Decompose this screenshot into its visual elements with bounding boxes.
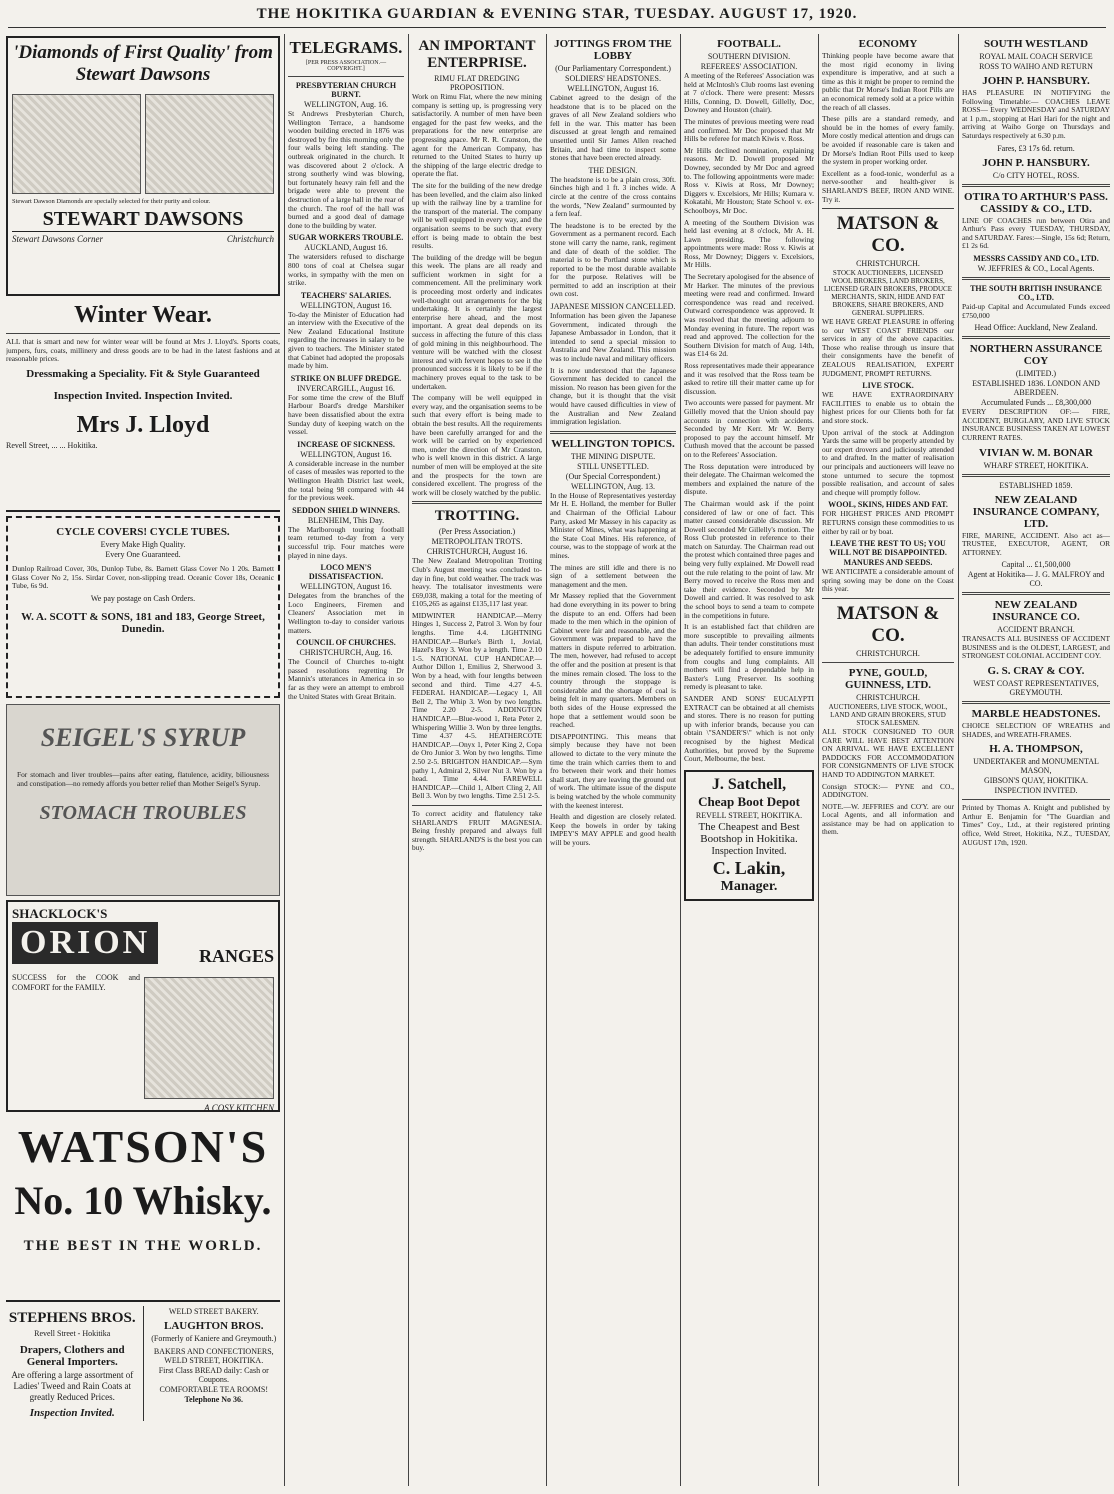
ad-subtitle: ROYAL MAIL COACH SERVICE [979,52,1093,61]
article-body: The Ross deputation were introduced by their delegate. The Chairman welcomed the members and explained the nature of the dispute. [684,461,814,497]
ad-title: NEW ZEALAND INSURANCE CO. [992,599,1080,624]
ad-text: ALL that is smart and new for winter wear will be found at Mrs J. Lloyd's. Sports coats, jumpers, furs, coats, millinery and dress goods are to be had in the latest fashions and at reasonable prices. [6,337,280,364]
ad-text: FIRE, MARINE, ACCIDENT. Also act as— TRUSTEE, EXECUTOR, AGENT, OR ATTORNEY. [962,530,1110,557]
ad-stephens-bros [6,1306,144,1421]
ad-manager: Manager. [720,878,778,894]
ad-title: CYCLE COVERS! CYCLE TUBES. [56,526,230,538]
article-subtitle: SOUTHERN DIVISION. [707,52,791,61]
column-rule [546,34,547,1486]
ad-line: AUCTIONEERS, LIVE STOCK, WOOL, LAND AND GRAIN BROKERS, STUD STOCK SALESMEN. [828,702,948,727]
section-credit: [PER PRESS ASSOCIATION.—COPYRIGHT.] [305,60,387,72]
ad-corner: Stewart Dawsons Corner [12,234,104,244]
ad-line: BAKERS AND CONFECTIONERS, WELD STREET, HOKITIKA. [153,1347,274,1365]
ad-ranges: RANGES [198,946,274,966]
ad-laughton-bros [148,1306,281,1421]
article-body: A meeting of the Southern Division was held last evening at 8 o'clock, Mr A. H. Lawn presiding. The following appointments were made: Ross v. Kiwis at Ross, Mr Downey; Diggers v. Excelsiors, Mr Hills. [684,217,814,270]
telegram-dateline: INVERCARGILL, August 16. [297,383,395,393]
telegram-body: The Council of Churches to-night passed resolutions regretting Dr Mannix's utterances in America in so far as they were an attempt to embroil the United States with Great Britain. [288,657,404,701]
ad-sub: (Formerly of Kaniere and Greymouth.) [151,1334,277,1343]
ad-title: MATSON & CO. [836,602,940,646]
article-body: The site for the building of the new dredge has been levelled, and the claim also linked up with the railway line by a tramline for the transport of the material. The company will be well equipped in every way, and the organisation seems to be such that every effort is being made to obtain the best results. [412,180,542,251]
ad-line: Agent at Hokitika— J. G. MALFROY and CO. [967,570,1105,589]
ad-title: SOUTH WESTLAND [983,38,1089,50]
masthead-title: THE HOKITIKA GUARDIAN & EVENING STAR, TUESDAY. AUGUST 17, 1920. [256,6,858,22]
ad-title: NEW ZEALAND INSURANCE COMPANY, LTD. [972,493,1100,530]
ad-satchell [684,770,814,901]
ad-mrs-lloyd [6,302,280,512]
telegram-body: The watersiders refused to discharge 800 tons of coal at Chelsea sugar works, in sympathy with the men on strike. [288,252,404,288]
article-subtitle: THE DESIGN. [588,165,638,175]
ad-firm: W. A. SCOTT & SONS, 181 and 183, George Street, Dunedin. [21,610,265,635]
ad-text: Excellent as a food-tonic, wonderful as a nerve-soother and health-giver is SHARLAND'S BEEF, IRON AND WINE. Try it. [822,168,954,204]
telegram-headline: COUNCIL OF CHURCHES. [296,638,396,648]
ad-line: ESTABLISHED 1859. [999,480,1073,490]
article-subtitle: METROPOLITAN TROTS. [431,537,523,547]
column-lobby: JOTTINGS FROM THE LOBBY (Our Parliamentary Correspondent.) SOLDIERS' HEADSTONES. WELLINGTON, August 16. Cabinet agreed to the design of the headstone that is to be placed on the graves of all New Zealand soldiers who fell in the war. This matter has been discussed at great length and remained unsettled until Sir James Allen reached Britain, and had time to inspect some stones that have been erected already. THE DESIGN. The headstone is to be a plain cross, 30ft. 6inches high and 1 ft. 3 inches wide. A circle at the centre of the cross contains the words, "New Zealand" surmounted by a fern leaf. The headstone is to be erected by the Government as a permanent record. Each stone will carry the name, rank, regiment and date of death of the soldier. The material is to be Portland stone which is reported to be the most durable available for the purpose. Relatives will be permitted to add an inscription at their own cost. JAPANESE MISSION CANCELLED. Information has been given the Japanese Government, indicated through the Japanese Ambassador in London, that it intended to send a special mission to Australia and New Zealand. This mission was to include naval and military officers. It is now understood that the Japanese Government has decided to cancel the mission. No reason has been given for the change, but it is thought that the visit would have caused difficulties in view of the Australian and New Zealand immigration legislation. WELLINGTON TOPICS. THE MINING DISPUTE. STILL UNSETTLED. (Our Special Correspondent.) WELLINGTON, Aug. 13. In the House of Representatives yesterday Mr H. E. Holland, the member for Buller and Chairman of the Official Labour Party, asked Mr Massey in his capacity as Minister of Mines, what was happening at the State Coal Mines. His reference, of course, was to the stoppage of work at the mines. The mines are still idle and there is no sign of a settlement between the management and the men. Mr Massey replied that the Government had done everything in its power to bring the dispute to an end. Offers had been made to the men which in the opinion of Cabinet were fair and reasonable, and the Government was prepared to have the matters in dispute referred to arbitration. The men, however, had refused to accept the offer and the position at present is that the mines remain closed. The loss to the country through the stoppage is considerable and the shortage of coal is being felt in many quarters. Members on both sides of the House expressed the hope that a settlement would soon be reached. DISAPPOINTING. This means that simply because they have not been allowed to dictate to the very minute the time the train which carries them to and fro between their work and their homes shall start, they are leaving the ground out of work. The ultimate issue of the dispute is being watched by the whole community with the keenest interest. Health and digestion are closely related. Keep the bowels in order by taking IMPEY'S MAY APPLE and good health will be yours. [550,38,676,847]
article-body: The mines are still idle and there is no sign of a settlement between the management and the men. [550,562,676,589]
ad-invite: Inspection Invited. [29,1407,115,1419]
ad-title: SEIGEL'S SYRUP [40,723,246,752]
ad-text: To correct acidity and flatulency take SHARLAND'S FRUIT MAGNESIA. Being freshly prepared and always full strength. SHARLAND'S is the best you can buy. [412,808,542,853]
telegram-headline: INCREASE OF SICKNESS. [297,439,395,449]
ad-line: Drapers, Clothers and General Importers. [19,1344,125,1368]
ad-title: OTIRA TO ARTHUR'S PASS. CASSIDY & CO., LTD. [964,190,1108,215]
ad-sub: ACCIDENT BRANCH. [997,625,1075,635]
ad-sub: (LIMITED.) [1015,369,1057,379]
ad-text: For stomach and liver troubles—pains after eating, flatulence, acidity, biliousness and constipation—no remedy affords you better relief than Mother Seigel's Syrup. [17,770,269,788]
article-body: Information has been given the Japanese Government, indicated through the Japanese Ambassador in London, that it intended to send a special mission to Australia and New Zealand. This mission was to include naval and military officers. [550,311,676,364]
column-rule [284,34,285,1486]
ad-name: Mrs J. Lloyd [76,411,210,438]
ad-heading: WOOL, SKINS, HIDES AND FAT. [828,500,948,510]
ad-line: Every One Guaranteed. [105,550,181,559]
ad-line: UNDERTAKER and MONUMENTAL MASON, [973,757,1099,776]
column-insurance [962,34,1110,1486]
masthead-rule [8,27,1106,28]
telegram-body: For some time the crew of the Bluff Harbour Board's dredge Marshiker have been dissatisfied about the extra Sunday duty of keeping watch on the vessel. [288,392,404,437]
ad-line: Dressmaking a Speciality. Fit & Style Guaranteed [26,367,260,380]
telegram-headline: SEDDON SHIELD WINNERS. [292,505,400,515]
ad-text: EVERY DESCRIPTION OF:— FIRE, ACCIDENT, BURGLARY, AND LIVE STOCK INSURANCE BUSINESS TAKEN AT LOWEST CURRENT RATES. [962,407,1110,442]
ad-line: Accumulated Funds ... £8,300,000 [980,398,1092,408]
divider [6,333,280,334]
ad-brand: SHACKLOCK'S [12,906,108,921]
article-subtitle: STILL UNSETTLED. [577,461,649,471]
article-credit: (Per Press Association.) [438,527,516,537]
ad-line: Inspection Invited. Inspection Invited. [53,389,233,402]
column-advertisements-left [6,34,280,1486]
article-body: Work on Rimu Flat, where the new mining company is setting up, is progressing very satisfactorily. A number of men have been engaged for the past few weeks, and the preparations for the new enterprise are progressing apace. Mr R. R. Cranston, the agent for the American Company, has returned to the United States to hurry up the shipping of the large electric dredge to operate the flat. [412,92,542,179]
ad-line: Fares, £3 17s 6d. return. [997,143,1075,153]
ad-text: FOR HIGHEST PRICES AND PROMPT RETURNS consign these commodities to us either by rail or by boat. [822,509,954,536]
ad-line: First Class BREAD daily: Cash or Coupons. [158,1366,269,1384]
ad-city: Christchurch [226,234,274,244]
ad-line: INSPECTION INVITED. [994,786,1078,796]
ad-text: NOTE.—W. JEFFRIES and CO'Y. are our Local Agents, and all information and assistance may be had on application to them. [822,801,954,837]
ad-line: Capital ... £1,500,000 [1001,560,1071,570]
article-credit: (Our Special Correspondent.) [565,471,661,481]
article-title: AN IMPORTANT ENTERPRISE. [418,38,536,71]
ad-title: Cheap Boot Depot [698,793,800,809]
ad-scott-sons: CYCLE COVERS! CYCLE TUBES. Every Make High Quality. Every One Guaranteed. Dunlop Railroad Cover, 30s, Dunlop Tube, 8s. Barnett Glass Cover No 1 20s. Barnett Glass Cover No 2, 15s. Sirdar Cover, non-slipping tread. Oceanic Cover 18s, Oceanic Tube, 6s 9d. We pay postage on Cash Orders. W. A. SCOTT & SONS, 181 and 183, George Street, Dunedin. [6,516,280,698]
ad-line: W. JEFFRIES & CO., Local Agents. [977,263,1095,273]
article-subtitle: REFEREES' ASSOCIATION. [700,62,798,71]
ad-line: The Cheapest and Best Bootshop in Hokitika. [698,820,800,845]
telegram-dateline: WELLINGTON, Aug. 16. [303,100,389,109]
ad-manager-name: C. Lakin, [712,857,786,878]
telegram-dateline: BLENHEIM, This Day. [307,515,385,525]
article-title: FOOTBALL. [717,38,781,50]
ad-product: No. 10 Whisky. [14,1178,272,1223]
ad-name: JOHN P. HANSBURY. [982,75,1090,87]
kitchen-range-image [144,977,274,1099]
telegram-body: To-day the Minister of Education had an interview with the Executive of the New Zealand Educational Institute regarding the increases in salary to be given to teachers. The Minister stated that Cabinet had adopted the proposals made by him. [288,309,404,371]
article-credit: (Our Parliamentary Correspondent.) [555,64,671,73]
telegram-headline: PRESBYTERIAN CHURCH BURNT. [295,81,397,99]
column-rule [958,34,959,1486]
ad-text: Paid-up Capital and Accumulated Funds exceed £750,000 [962,301,1110,320]
ad-text: ALL STOCK CONSIGNED TO OUR CARE WILL HAVE BEST ATTENTION ON ARRIVAL. WE HAVE EXCELLENT PADDOCKS FOR ACCOMMODATION FOR CONSIGNMENTS OF LIVE STOCK HAND TO ADDINGTON MARKET. [822,726,954,779]
ad-title: THE SOUTH BRITISH INSURANCE CO., LTD. [970,283,1102,302]
ad-seigels-syrup [6,704,280,896]
telegram-list [288,81,404,701]
column-rule [680,34,681,1486]
ad-name: VIVIAN W. M. BONAR [979,446,1093,459]
telegram-body: The Marlborough touring football team returned to-day from a very successful trip. Four matches were played in nine days. [288,524,404,560]
article-body: The headstone is to be a plain cross, 30ft. 6inches high and 1 ft. 3 inches wide. A circle at the centre of the cross contains the words, "New Zealand" surmounted by a fern leaf. [550,174,676,219]
telegram-item [288,506,404,560]
ad-name: LAUGHTON BROS. [164,1320,264,1332]
ad-address: Revell Street - Hokitika [34,1329,111,1338]
ad-note: Stewart Dawson Diamonds are specially selected for their purity and colour. [12,198,211,205]
article-dateline: WELLINGTON, Aug. 13. [570,481,656,491]
ad-text: TRANSACTS ALL BUSINESS OF ACCIDENT BUSINESS and is the OLDEST, LARGEST, and STRONGEST COLONIAL ACCIDENT COY. [962,634,1110,661]
ad-city: CHRISTCHURCH. [856,259,920,269]
ad-name: J. Satchell, [711,775,787,793]
telegram-item [288,374,404,437]
ad-watsons [6,1120,280,1302]
article-body: Ross representatives made their appearance and it was resolved that the Ross team be asked to retire till their matter came up for discussion. [684,361,814,396]
ad-name: ORION [12,922,158,964]
ad-firm: STEWART DAWSONS [42,208,244,230]
column-enterprise: AN IMPORTANT ENTERPRISE. RIMU FLAT DREDGING PROPOSITION. Work on Rimu Flat, where the new mining company is setting up, is progressing very satisfactorily. A number of men have been engaged for the past few weeks, and the preparations for the new enterprise are progressing apace. Mr R. R. Cranston, the agent for the American Company, has returned to the United States to hurry up the shipping of the large electric dredge to operate the flat. The site for the building of the new dredge has been levelled, and the claim also linked up with the railway line by a tramline for the transport of the material. The company will be well equipped in every way, and the organisation seems to be such that every effort is being made to obtain the best results. The building of the dredge will be begun this week. The plans are all ready and sufficient workmen in sight for a commencement. All the preliminary work is proceeding most orderly and indicates well-thought out arrangements for the big undertaking. It is certainly the largest enterprise here ahead, and the most important. A great deal depends on its success in affecting the future of this class of gold mining in this neighbourhood. The venture will be watched with the closest interest and with fervent hopes to see it the pronounced success it is likely to be if the machinery proves equal to the task to be undertaken. The company will be well equipped in every way, and the organisation seems to be such that every effort is being made to obtain the best results. All the requirements have been carefully arranged for and the work will be carried on by experienced men, under the direction of Mr Cranston, who is well known in this district. A large number of men will be employed at the site and the prospects for the town are considered excellent. The progress of the work will be closely watched by the public. TROTTING. (Per Press Association.) METROPOLITAN TROTS. CHRISTCHURCH, August 16. The New Zealand Metropolitan Trotting Club's August meeting was concluded to-day in fine, but cold weather. The track was heavy. The totalisator investments were £69,038, making a total for the meeting of £105,265 as against £135,117 last year. MIDWINTER HANDICAP.—Merry Hinges 1, Success 2, Patrol 3. Won by four lengths. Time 4.4. LIGHTNING HANDICAP.—Burke's Birth 1, Jovial, Hazel's Boy 3. Won by a length. Time 2.10 1-5. NATIONAL CUP HANDICAP.—Author Dillon 1, Emilius 2, Sherwood 3. Won by a head, with four lengths between second and third. Time 4.27 4-5. FEDERAL HANDICAP.—Legacy 1, All Bell 2, The Whip 3. Won by two lengths. Time 2.20 2-5. ADDINGTON HANDICAP.—Blue-wood 1, Reta Peter 2, Whispering Willie 3. Won by three lengths. Time 4.37 4-5. HEATHERCOTE HANDICAP.—Onyx 1, Peter King 2, Copa de Oro Junior 3. Won by two lengths. Time 2.50 2-5. BRIGHTON HANDICAP.—Sym pathy 1, Admiral 2, Silver Nut 3. Won by a head. Time 4.44. FAREWELL HANDICAP.—Child 1, Albert Cling 2, All Bell 3. Won by two lengths. Time 2.51 2-5. To correct acidity and flatulency take SHARLAND'S FRUIT MAGNESIA. Being freshly prepared and always full strength. SHARLAND'S is the best you can buy. [412,38,542,853]
article-body: In the House of Representatives yesterday Mr H. E. Holland, the member for Buller and Chairman of the Official Labour Party, asked Mr Massey in his capacity as Minister of Mines, what was happening at the State Coal Mines. His reference, of course, was to the stoppage of work at the mines. [550,490,676,560]
ad-address: WHARF STREET, HOKITIKA. [983,460,1089,470]
telegram-item [288,81,404,230]
diamond-rings-image [12,94,141,194]
telegram-item [288,563,404,635]
ad-title: STEPHENS BROS. [8,1310,136,1326]
article-body: Cabinet agreed to the design of the headstone that is to be placed on the graves of all New Zealand soldiers who fell in the war. This matter has been discussed at great length and remained unsettled until Sir James Allen reached Britain, and had time to inspect some stones that have been erected already. [550,93,676,163]
article-subtitle: RIMU FLAT DREDGING PROPOSITION. [434,74,520,92]
article-dateline: WELLINGTON, August 16. [567,84,659,93]
ad-title: WELD STREET BAKERY. [168,1307,259,1316]
telegram-dateline: WELLINGTON, August 16. [300,449,392,459]
telegram-headline: LOCO MEN'S DISSATISFACTION. [308,563,384,582]
ad-tagline: SUCCESS for the COOK and COMFORT for the FAMILY. [12,973,140,992]
ad-title: NORTHERN ASSURANCE COY [969,343,1103,368]
column-stock-agents: ECONOMY Thinking people have become aware that the most rigid economy in living expenditure is imperative, and at such a time as this it might be proper to remind the public that Dr Morse's Indian Root Pills are an economical remedy sold at a price within the reach of all classes. These pills are a standard remedy, and should be in the homes of every family. More costly medical attention and drugs can be avoided if reasonable care is taken and Dr Morse's Indian Root Pills used to keep the system in proper working order. Excellent as a food-tonic, wonderful as a nerve-soother and health-giver is SHARLAND'S BEEF, IRON AND WINE. Try it. MATSON & CO. CHRISTCHURCH. STOCK AUCTIONEERS, LICENSED WOOL BROKERS, LAND BROKERS, LICENSED GRAIN BROKERS, PRODUCE MERCHANTS, SKIN, HIDE AND FAT BROKERS, SHARE BROKERS, AND GENERAL SUPPLIERS. WE HAVE GREAT PLEASURE in offering to our WEST COAST FRIENDS our services in any of the above capacities. Those who realise through us insure that their consignments have the benefit of ZEALOUS REALISATION, EXPERT JUDGMENT, PROMPT RETURNS. LIVE STOCK. WE HAVE EXTRAORDINARY FACILITIES to enable us to obtain the highest prices for our Clients both for fat and store stock. Upon arrival of the stock at Addington Yards the same will be properly attended by our expert drovers and judiciously attended to and drafted. In the matter of realisation our principals and auctioneers will leave no stone unturned to secure the topmost possible realisation, and account of sales and cheque will promptly follow. WOOL, SKINS, HIDES AND FAT. FOR HIGHEST PRICES AND PROMPT RETURNS consign these commodities to us either by rail or by boat. LEAVE THE REST TO US; YOU WILL NOT BE DISAPPOINTED. MANURES AND SEEDS. WE ANTICIPATE a considerable amount of spring sowing may be done on the Coast this year. MATSON & CO. CHRISTCHURCH. PYNE, GOULD, GUINNESS, LTD. CHRISTCHURCH. AUCTIONEERS, LIVE STOCK, WOOL, LAND AND GRAIN BROKERS, STUD STOCK SALESMEN. ALL STOCK CONSIGNED TO OUR CARE WILL HAVE BEST ATTENTION ON ARRIVAL. WE HAVE EXCELLENT PADDOCKS FOR ACCOMMODATION FOR CONSIGNMENTS OF LIVE STOCK HAND TO ADDINGTON MARKET. Consign STOCK:— PYNE and CO., ADDINGTON. NOTE.—W. JEFFRIES and CO'Y. are our Local Agents, and all information and assistance may be had on application to them. [822,38,954,837]
ad-text: CHOICE SELECTION OF WREATHS and SHADES, and WREATH-FRAMES. [962,721,1110,739]
telegram-item [288,291,404,371]
article-body: The New Zealand Metropolitan Trotting Club's August meeting was concluded to-day in fine, but cold weather. The track was heavy. The totalisator investments were £69,038, making a total for the meeting of £105,265 as against £135,117 last year. [412,556,542,609]
article-subtitle: THE MINING DISPUTE. [570,451,656,461]
article-body: A meeting of the Referees' Association was held at McIntosh's Club rooms last evening at 7 o'clock. There were present: Messrs Hills, Conning, D. Dowell, Gillelly, Doc, Downey and Houston (chair). [684,71,814,115]
telegram-dateline: WELLINGTON, August 16. [300,582,392,592]
article-body: The minutes of previous meeting were read and confirmed. Mr Doc proposed that Mr Hills be referee for match Kiwis v. Ross. [684,116,814,144]
diamond-rings-image [145,94,274,194]
article-subtitle: JAPANESE MISSION CANCELLED. [550,302,676,312]
ad-line: Inspection Invited. [711,845,787,857]
telegram-body: A considerable increase in the number of cases of measles was reported to the Wellington Health District last week, the total being 98 compared with 44 for the previous week. [288,458,404,503]
ad-city: CHRISTCHURCH. [856,692,920,702]
ad-heading: MANURES AND SEEDS. [843,558,933,568]
ad-shacklocks-orion [6,900,280,1112]
article-dateline: CHRISTCHURCH, August 16. [426,547,528,557]
article-subtitle: SOLDIERS' HEADSTONES. [565,74,661,83]
ad-address: C/o CITY HOTEL, ROSS. [992,170,1080,180]
ad-line: ESTABLISHED 1836. LONDON AND ABERDEEN. [972,379,1100,398]
ad-text: WE ANTICIPATE a considerable amount of spring sowing may be done on the Coast this year. [822,567,954,594]
ad-title: MARBLE HEADSTONES. [971,708,1101,721]
ad-text: LINE OF COACHES run between Otira and Arthur's Pass every TUESDAY, THURSDAY, and SATURDAY. Fares:—Single, 15s 6d; Return, £1 2s 6d. [962,215,1110,251]
ad-line: COMFORTABLE TEA ROOMS! [159,1385,269,1394]
section-title: TELEGRAMS. [289,38,403,57]
ad-stewart-dawsons [6,36,280,296]
ad-phone: Telephone No 36. [184,1395,244,1404]
telegram-item [288,233,404,287]
ad-line: MESSRS CASSIDY AND CO., LTD. [973,253,1099,263]
ad-heading: LIVE STOCK. [862,381,914,391]
article-title: WELLINGTON TOPICS. [551,437,675,450]
ad-city: CHRISTCHURCH. [856,648,920,658]
telegram-item [288,638,404,701]
ad-line: Every Make High Quality. [100,540,186,549]
ad-address: Revell Street, ... ... Hokitika. [6,440,98,450]
ad-text: Consign STOCK:— PYNE and CO., ADDINGTON. [822,781,954,800]
telegram-body: Delegates from the branches of the Loco Engineers, Firemen and Cleaners' Association met in Wellington to-day to consider various matters. [288,591,404,635]
telegram-item [288,440,404,503]
ad-name: G. S. CRAY & COY. [987,665,1085,678]
telegram-dateline: CHRISTCHURCH, Aug. 16. [299,648,393,658]
ad-text: HAS PLEASURE IN NOTIFYING the Following Timetable:— COACHES LEAVE ROSS— Every WEDNESDAY and SATURDAY at 1 p.m., stopping at Hari Hari for the night and arriving at Waiho Gorge on Thursdays and Saturdays respectively at 6.30 p.m. [962,88,1110,140]
ad-title: PYNE, GOULD, GUINNESS, LTD. [844,666,932,691]
article-title: JOTTINGS FROM THE LOBBY [554,38,672,62]
telegram-headline: STRIKE ON BLUFF DREDGE. [290,373,402,383]
telegram-body: St Andrews Presbyterian Church, Wellington Terrace, a handsome wooden building erected in 1876 was destroyed by fire this morning only the four walls being left standing. The outbreak originated in the church. It was discovered about 2 o'clock. A strong southerly wind was blowing, but fortunately heavy rain fell and the brigade were able to prevent the destruction of a large hall in the rear of the church. The roof of the hall was burned and a good deal of damage done to the building by water. [288,109,404,230]
imprint: Printed by Thomas A. Knight and published by Arthur E. Benjamin for "The Guardian and Times" Coy., Ltd., at their registered printing office, Weld Street, Hokitika, N.Z., TUESDAY, AUGUST 17th, 1920. [962,803,1110,847]
article-title: TROTTING. [434,508,520,525]
ad-line: Head Office: Auckland, New Zealand. [974,323,1098,333]
ad-line: We pay postage on Cash Orders. [90,593,196,603]
ad-route: ROSS TO WAIHO AND RETURN [979,62,1093,71]
column-rule [408,34,409,1486]
ad-caption: A COSY KITCHEN [204,1103,274,1113]
ad-address: GIBSON'S QUAY, HOKITIKA. [983,776,1089,786]
ad-footer: STOMACH TROUBLES [39,802,247,825]
ad-title: Winter Wear. [74,302,212,328]
ad-line: LEAVE THE REST TO US; YOU WILL NOT BE DISAPPOINTED. [829,539,947,558]
telegram-headline: TEACHERS' SALARIES. [300,290,392,300]
ad-name: H. A. THOMPSON, [989,743,1083,756]
ad-name: JOHN P. HANSBURY. [982,156,1090,169]
ad-text: WE HAVE GREAT PLEASURE in offering to our WEST COAST FRIENDS our services in any of the above capacities. Those who realise through us insure that their consignments have the benefit of ZEALOUS REALISATION, EXPERT JUDGMENT, PROMPT RETURNS. [822,317,954,378]
article-title: ECONOMY [858,38,918,50]
column-rule [818,34,819,1486]
telegram-dateline: AUCKLAND, August 16. [304,243,388,253]
ad-address: REVELL STREET, HOKITIKA. [695,810,803,820]
ad-line: STOCK AUCTIONEERS, LICENSED WOOL BROKERS, LAND BROKERS, LICENSED GRAIN BROKERS, PRODUCE MERCHANTS, SKIN, HIDE AND FAT BROKERS, SHARE BROKERS, AND GENERAL SUPPLIERS. [824,269,952,318]
telegram-dateline: WELLINGTON, August 16. [300,300,392,310]
ad-line: WEST COAST REPRESENTATIVES, GREYMOUTH. [973,679,1099,698]
ad-slogan: THE BEST IN THE WORLD. [23,1238,263,1254]
ad-line: Are offering a large assortment of Ladies' Tweed and Rain Coats at greatly Reduced Prices. [11,1370,134,1402]
ad-name: WATSON'S [17,1121,269,1172]
telegram-headline: SUGAR WORKERS TROUBLE. [288,233,404,243]
column-telegrams [288,34,404,1486]
column-football: FOOTBALL. SOUTHERN DIVISION. REFEREES' ASSOCIATION. A meeting of the Referees' Association was held at McIntosh's Club rooms last evening at 7 o'clock. There were present: Messrs Hills, Conning, D. Dowell, Gillelly, Doc, Downey and Houston (chair). The minutes of previous meeting were read and confirmed. Mr Doc proposed that Mr Hills be referee for match Kiwis v. Ross. Mr Hills declined nomination, explaining reasons. Mr D. Dowell proposed Mr Downey, seconded by Mr Doc and agreed to. The following appointments were made: Ross v. Kiwis at Ross, Mr Downey; Diggers v. Excelsiors, Mr Hills; Kumara v. Kokatahi, Mr Houston; State School v. ex-Schoolboys, Mr Doc. A meeting of the Southern Division was held last evening at 8 o'clock, Mr A. H. Lawn presiding. The following appointments were made: Ross v. Kiwis at Ross, Mr Downey; Diggers v. Excelsiors, Mr Hills. The Secretary apologised for the absence of Mr Harker. The minutes of the previous meeting were read and confirmed. Inward correspondence was read and received. Outward correspondence was approved. It was resolved that the meeting adjourn to Monday evening in future. The report was read and approved. The collection for the Southern Division for match of Aug. 14th, was £14 6s 2d. Ross representatives made their appearance and it was resolved that the Ross team be asked to retire till their matter came up for discussion. Two accounts were passed for payment. Mr Gillelly moved that the Union should pay accounts in connection with accidents. Seconded by Mr Kerr. Mr W. Berry proposed to pay the account himself. Mr Cuthush moved that the account be passed on to the Referees' Association. The Ross deputation were introduced by their delegate. The Chairman welcomed the members and explained the nature of the dispute. The Chairman would ask if the point considered of law or one of fact. This matter caused considerable discussion. Mr Dowell seconded Mr Gillelly's motion. The Ross Club protested in reference to their match on Saturday. The Chairman read out the protest which contained three pages and being very fully explained. Mr Dowell read out the rule relating to the point of law. Mr Berry moved to receive the Ross men and take their evidence. Seconded by Mr Dowell and carried. It was resolved to ask the school boys to send a team to compete in the competitions in future. It is an established fact that children are more susceptible to prevailing ailments than adults. Their tender constitutions must be adequately fortified to ensure immunity from coughs and lung complaints. All mothers will find a dependable help in Baxter's Lung Preserver. Its soothing remedy is pleasant to take. SANDER AND SONS' EUCALYPTI EXTRACT can be obtained at all chemists and stores. There is no reason for putting up with inferior brands, because you can obtain \"SANDER'S\" which is not only recognised by the highest Medical Authorities, but proved by the Supreme Court, Melbourne, the best. J. Satchell, Cheap Boot Depot REVELL STREET, HOKITIKA. The Cheapest and Best Bootshop in Hokitika. Inspection Invited. C. Lakin, Manager. [684,34,814,1486]
ad-title: MATSON & CO. [836,213,940,257]
ad-text: WE HAVE EXTRAORDINARY FACILITIES to enable us to obtain the highest prices for our Clients both for fat and store stock. [822,390,954,426]
article-body: Thinking people have become aware that the most rigid economy in living expenditure is imperative, and at such a time as this it might be proper to remind the public that Dr Morse's Indian Root Pills are an economical remedy sold at a price within the reach of all classes. [822,51,954,112]
ad-title: 'Diamonds of First Quality' from Stewart Dawsons [13,42,273,85]
